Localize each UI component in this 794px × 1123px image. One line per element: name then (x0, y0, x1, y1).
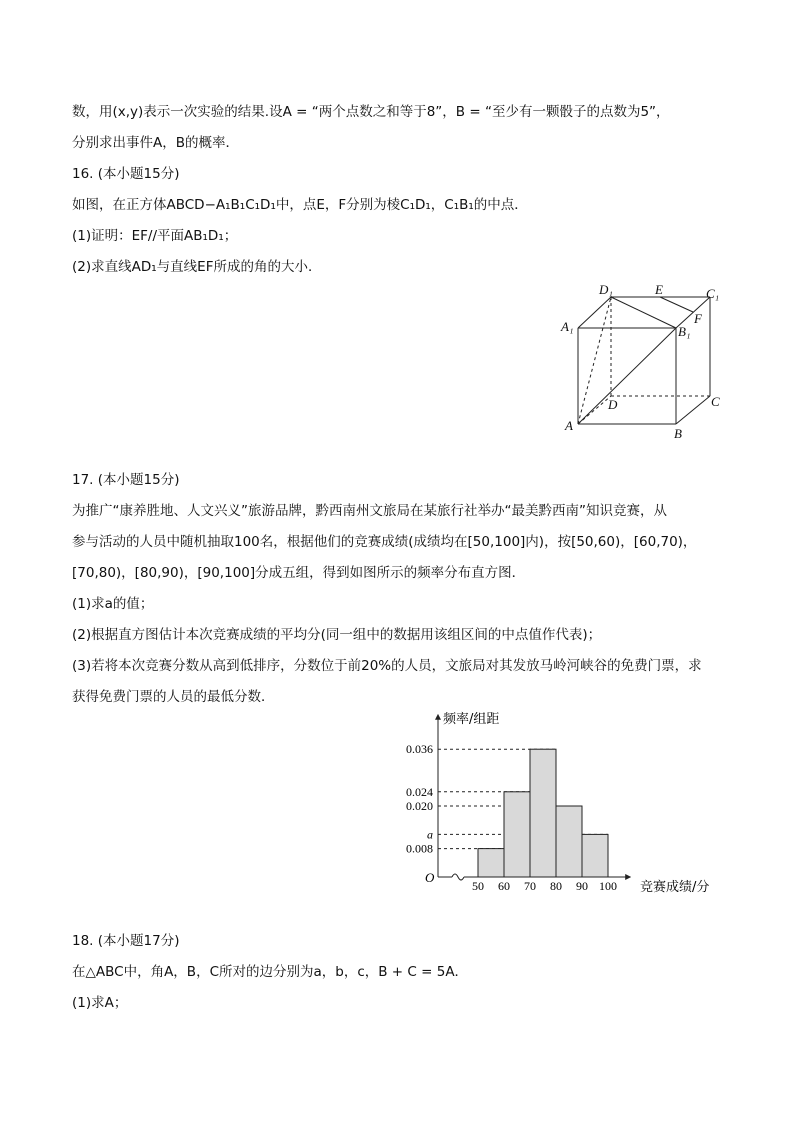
edge-A1D1 (578, 297, 611, 328)
problem18-heading: 18. (本小题17分) (72, 933, 180, 949)
problem15-text-line2: 分别求出事件A，B的概率． (72, 135, 239, 151)
y-tick-label-3: a (427, 827, 433, 842)
label-D1: D₁ (599, 282, 613, 297)
problem17-statement-line1: 为推广“康养胜地、人文兴义”旅游品牌，黔西南州文旅局在某旅行社举办“最美黔西南”知识竞赛，从 (72, 503, 667, 519)
problem16-part2: (2)求直线AD₁与直线EF所成的角的大小． (72, 259, 322, 275)
label-B1: B₁ (678, 324, 691, 339)
cube-figure (550, 278, 740, 443)
axis-break-icon (452, 874, 464, 880)
problem15-text-line1: 数，用(x,y)表示一次实验的结果.设A = “两个点数之和等于8”，B = “至少有一颗骰子的点数为5”， (72, 104, 670, 120)
edge-D1B1 (611, 297, 676, 328)
label-C1: C₁ (706, 286, 720, 301)
problem17-statement-line2: 参与活动的人员中随机抽取100名，根据他们的竞赛成绩(成绩均在[50,100]内)，按[50,60)，[60,70)， (72, 534, 697, 550)
histogram-bar-90-100 (582, 834, 608, 877)
problem17-statement-line3: [70,80)，[80,90)，[90,100]分成五组，得到如图所示的频率分布直方图． (72, 565, 526, 581)
label-E: E (655, 282, 663, 297)
histogram-bar-60-70 (504, 792, 530, 877)
label-A1: A₁ (561, 319, 574, 334)
problem17-part1: (1)求a的值； (72, 596, 154, 612)
problem17-part2: (2)根据直方图估计本次竞赛成绩的平均分(同一组中的数据用该组区间的中点值作代表)； (72, 627, 602, 643)
histogram-bar-50-60 (478, 849, 504, 877)
segment-EF (660, 297, 693, 312)
x-axis-label: 竞赛成绩/分 (640, 880, 710, 895)
x-tick-label-90: 90 (576, 879, 588, 893)
y-axis-label: 频率/组距 (443, 712, 500, 727)
label-F: F (694, 311, 702, 326)
y-tick-label-4: 0.008 (406, 841, 433, 856)
problem18-part1: (1)求A； (72, 995, 128, 1011)
problem17-part3-line2: 获得免费门票的人员的最低分数． (72, 689, 275, 705)
edge-AB1 (578, 328, 676, 424)
origin-label: O (425, 870, 435, 885)
y-tick-label-0: 0.036 (406, 742, 433, 757)
label-D: D (608, 397, 618, 412)
problem16-heading: 16. (本小题15分) (72, 166, 180, 182)
y-tick-label-1: 0.024 (406, 784, 433, 799)
x-tick-label-100: 100 (599, 879, 617, 893)
hidden-edge-AD (578, 396, 611, 424)
hidden-edge-AD1 (578, 297, 611, 424)
frequency-histogram (390, 705, 730, 900)
x-tick-label-70: 70 (524, 879, 536, 893)
y-tick-label-2: 0.020 (406, 799, 433, 813)
label-C: C (711, 394, 720, 409)
problem16-part1: (1)证明：EF//平面AB₁D₁； (72, 228, 238, 244)
label-B: B (674, 426, 682, 441)
problem17-heading: 17. (本小题15分) (72, 472, 180, 488)
x-tick-label-60: 60 (498, 879, 510, 893)
problem18-statement: 在△ABC中，角A，B，C所对的边分别为a，b，c，B + C = 5A． (72, 964, 469, 980)
problem17-part3-line1: (3)若将本次竞赛分数从高到低排序，分数位于前20%的人员，文旅局对其发放马岭河峡谷的免费门票，求 (72, 658, 702, 674)
edge-CB (676, 396, 710, 424)
label-A: A (565, 418, 573, 433)
x-tick-label-50: 50 (472, 879, 484, 893)
histogram-bar-70-80 (530, 749, 556, 877)
histogram-bar-80-90 (556, 806, 582, 877)
x-tick-label-80: 80 (550, 879, 562, 893)
problem16-statement: 如图，在正方体ABCD−A₁B₁C₁D₁中，点E，F分别为棱C₁D₁，C₁B₁的中点． (72, 197, 528, 213)
